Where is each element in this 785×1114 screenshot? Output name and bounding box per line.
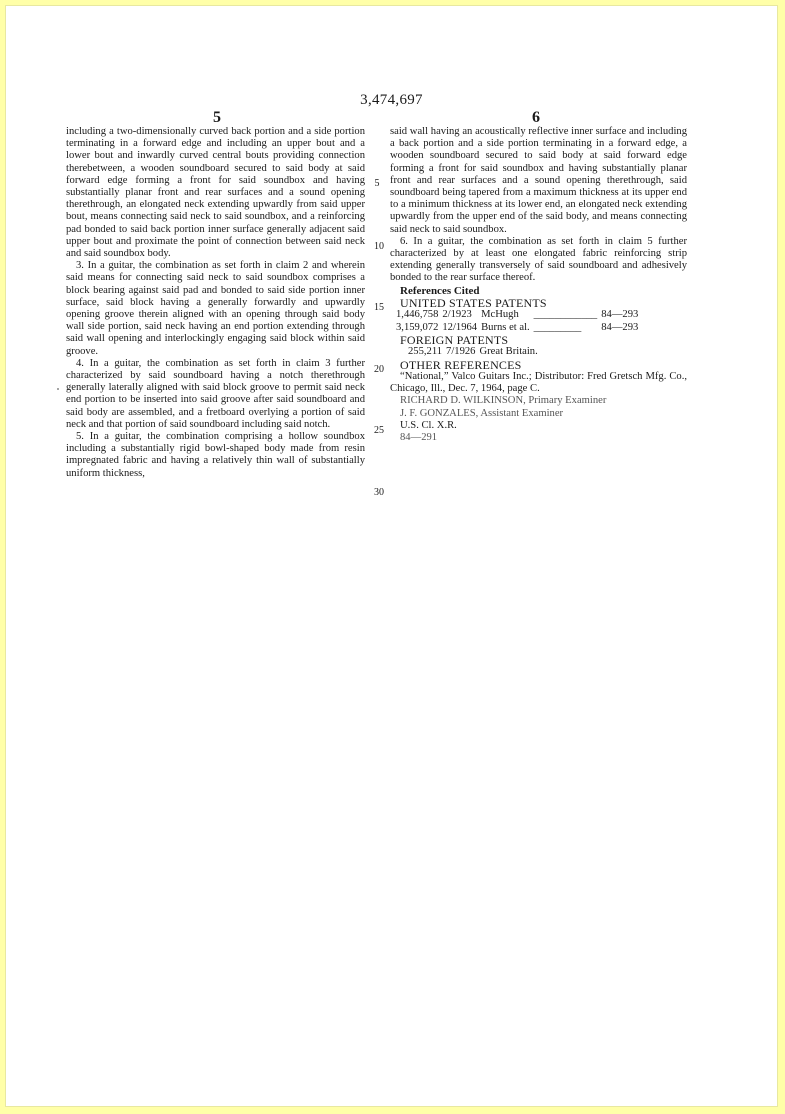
claim-6: 6. In a guitar, the combination as set forth in claim 5 further characterized by at least one elongated fabric reinforcing strip extending generally transversely of said soundboard and adhesively bonded to the rear surface thereof. (390, 235, 687, 284)
document-page (5, 5, 778, 1107)
right-column (390, 126, 687, 444)
patent-ref-name: Burns et al. (481, 321, 530, 333)
foreign-patents-table (408, 346, 542, 359)
foreign-patents-heading: FOREIGN PATENTS (400, 333, 509, 348)
us-cl-value: 84—291 (400, 431, 438, 443)
claim-5: 5. In a guitar, the combination comprising a hollow soundbox including a substantially rigid bowl-shaped body made from resin impregnated fabric and having a relatively thin wall of substantially uniform thickness, (66, 431, 365, 479)
patent-ref-name: Great Britain. (479, 346, 538, 358)
patent-ref-date: 2/1923 (442, 309, 472, 321)
patent-ref-class: 84—293 (601, 309, 639, 321)
left-column (66, 126, 365, 480)
table-row (396, 309, 642, 322)
line-number-25: 25 (374, 425, 384, 436)
us-cl-label: U.S. Cl. X.R. (400, 419, 457, 431)
patent-ref-number: 3,159,072 (396, 321, 439, 333)
line-number-5: 5 (374, 178, 380, 189)
patent-number: 3,474,697 (360, 92, 423, 108)
other-reference-text: “National,” Valco Guitars Inc.; Distributor: Fred Gretsch Mfg. Co., Chicago, Ill., Dec. 7, 1964, page C. (390, 370, 687, 395)
line-number-30: 30 (374, 487, 384, 498)
claim-3: 3. In a guitar, the combination as set forth in claim 2 and wherein said means for connecting said neck to said soundbox comprises a block bearing against said pad and bonded to said side portion inner surface, said block having a generally forwardly and upwardly opening groove therein aligned with an opening through said body wall side portion, said neck having an end portion extending through said wall opening and interlockingly engaging said block within said groove. (66, 260, 365, 357)
assistant-examiner: J. F. GONZALES, Assistant Examiner (400, 407, 564, 419)
patent-ref-number: 255,211 (408, 346, 443, 358)
scan-speck (57, 388, 59, 390)
claim-text-continuation: including a two-dimensionally curved back portion and a side portion terminating in a forward edge and including an upper bout and a lower bout and inwardly curved central bouts providing connection therebetween, a wooden soundboard secured to said body at said forward edge forming a front for said soundbox and having substantially planar front and rear surfaces and a sound opening therethrough, an elongated neck extending upwardly from said upper bout, means connecting said neck to said soundbox, and a reinforcing pad bonded to said back portion inner surface generally adjacent said upper bout and proximate the point of connection between said neck and said soundbox body. (66, 126, 365, 260)
right-column-number: 6 (532, 109, 540, 126)
table-row (408, 346, 542, 359)
references-cited-heading: References Cited (400, 284, 480, 297)
patent-ref-class: 84—293 (601, 321, 639, 333)
patent-ref-date: 7/1926 (446, 346, 476, 358)
patent-ref-name: McHugh (481, 309, 519, 321)
line-number-15: 15 (374, 302, 384, 313)
claim-5-continuation: said wall having an acoustically reflective inner surface and including a back portion and a side portion terminating in a forward edge, a wooden soundboard secured to said body at said forward edge forming a front for said soundbox and having substantially planar front and rear surfaces and a sound opening therethrough, said soundboard being tapered from a maximum thickness at its upper end to a minimum thickness at its lower end, an elongated neck extending upwardly from the upper end of the said body, and means connecting said neck to said soundbox. (390, 126, 687, 235)
left-column-number: 5 (213, 109, 221, 126)
us-patents-table (396, 309, 642, 334)
us-patents-heading: UNITED STATES PATENTS (400, 295, 547, 310)
claim-4: 4. In a guitar, the combination as set forth in claim 3 further characterized by said soundboard having a notch therethrough generally laterally aligned with said block groove to permit said neck end portion to be inserted into said groove after said soundboard and said body are assembled, and a fretboard overlying a portion of said neck and that portion of said soundboard including said notch. (66, 357, 365, 430)
patent-ref-leader: ____________ (533, 309, 598, 321)
line-number-20: 20 (374, 364, 384, 375)
other-references-heading: OTHER REFERENCES (400, 357, 522, 372)
patent-ref-date: 12/1964 (442, 321, 478, 333)
patent-ref-leader: _________ (533, 321, 582, 333)
line-number-10: 10 (374, 241, 384, 252)
primary-examiner: RICHARD D. WILKINSON, Primary Examiner (400, 395, 607, 407)
patent-ref-number: 1,446,758 (396, 309, 439, 321)
